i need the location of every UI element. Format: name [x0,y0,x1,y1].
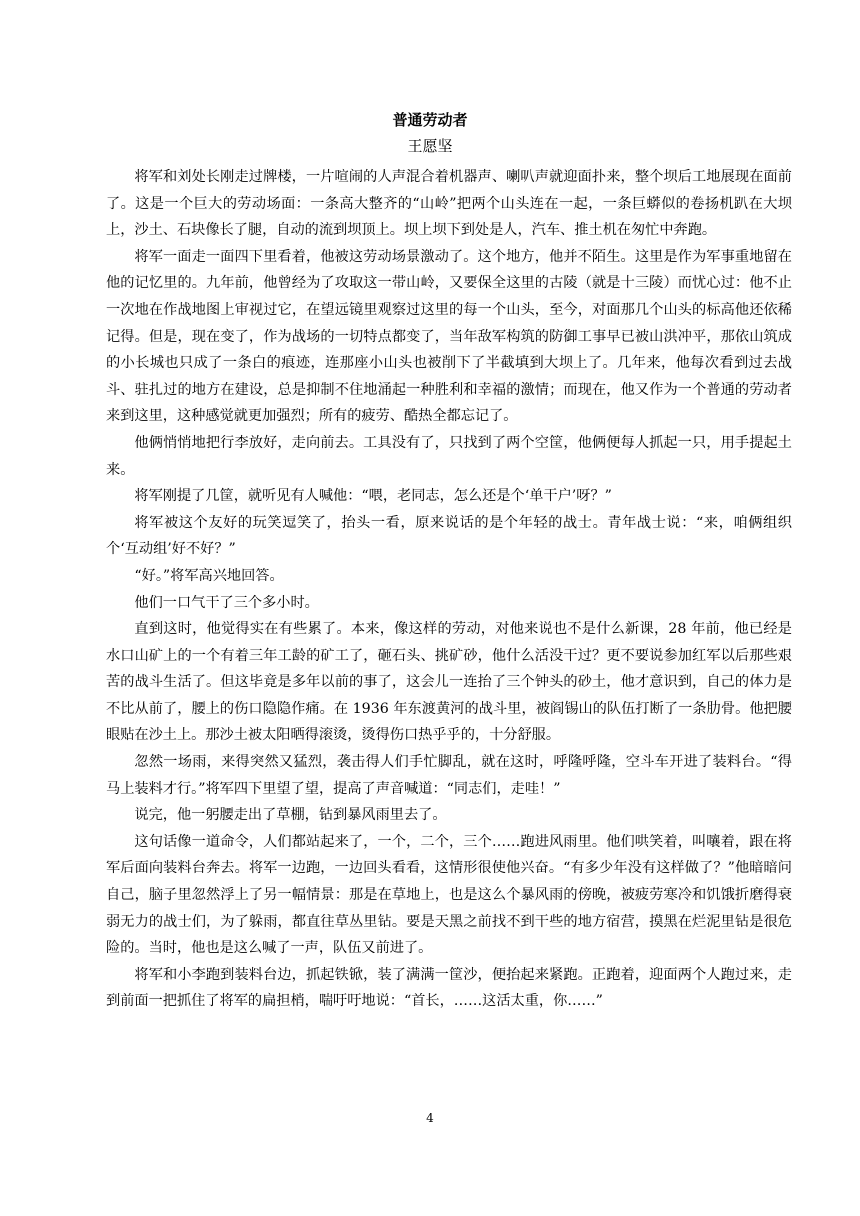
article-title: 普通劳动者 [392,111,468,129]
paragraph: 将军和刘处长刚走过牌楼，一片喧闹的人声混合着机器声、喇叭声就迎面扑来，整个坝后工地展现在面前了。这是一个巨大的劳动场面：一条高大整齐的“山岭”把两个山头连在一起，一条巨蟒似的卷扬机趴在大坝上，沙土、石块像长了腿，自动的流到坝顶上。坝上坝下到处是人，汽车、推土机在匆忙中奔跑。 [106,169,792,239]
paragraph: 忽然一场雨，来得突然又猛烈，袭击得人们手忙脚乱，就在这时，呼隆呼隆，空斗车开进了装料台。“得马上装料才行。”将军四下里望了望，提高了声音喊道：“同志们，走哇！” [106,754,792,797]
page-number: 4 [426,1111,434,1125]
paragraph: 将军一面走一面四下里看着，他被这劳动场景激动了。这个地方，他并不陌生。这里是作为军事重地留在他的记忆里的。九年前，他曾经为了攻取这一带山岭，又要保全这里的古陵（就是十三陵）而忧心过：他不止一次地在作战地图上审视过它，在望远镜里观察过这里的每一个山头，至今，对面那几个山头的标高他还依稀记得。但是，现在变了，作为战场的一切特点都变了，当年敌军构筑的防御工事早已被山洪冲平，那依山筑成的小长城也只成了一条白的痕迹，连那座小山头也被削下了半截填到大坝上了。几年来，他每次看到过去战斗、驻扎过的地方在建设，总是抑制不住地涌起一种胜利和幸福的激情；而现在，他又作为一个普通的劳动者来到这里，这种感觉就更加强烈；所有的疲劳、酷热全都忘记了。 [106,248,792,425]
paragraph: 这句话像一道命令，人们都站起来了，一个，二个，三个……跑进风雨里。他们哄笑着，叫嚷着，跟在将军后面向装料台奔去。将军一边跑，一边回头看看，这情形很使他兴奋。“有多少年没有这样做了？”他暗暗问自己，脑子里忽然浮上了另一幅情景：那是在草地上，也是这么个暴风雨的傍晚，被疲劳寒冷和饥饿折磨得衰弱无力的战士们，为了躲雨，都直往草丛里钻。要是天黑之前找不到干些的地方宿营，摸黑在烂泥里钻是很危险的。当时，他也是这么喊了一声，队伍又前进了。 [106,833,792,957]
paragraph: “好。”将军高兴地回答。 [134,567,284,584]
paragraph: 说完，他一躬腰走出了草棚，钻到暴风雨里去了。 [134,807,447,824]
article-author: 王愿坚 [407,137,453,155]
article-body [106,164,792,1015]
paragraph: 将军刚提了几筐，就听见有人喊他：“喂，老同志，怎么还是个‘单干户’呀？” [134,488,612,505]
paragraph: 直到这时，他觉得实在有些累了。本来，像这样的劳动，对他来说也不是什么新课，28 年前，他已经是水口山矿上的一个有着三年工龄的矿工了，砸石头、挑矿砂，他什么活没干过？更不要说参加红军以后那些艰苦的战斗生活了。但这毕竟是多年以前的事了，这会儿一连抬了三个钟头的砂土，他才意识到，自己的体力是不比从前了，腰上的伤口隐隐作痛。在 1936 年东渡黄河的战斗里，被阎锡山的队伍打断了一条肋骨。他把腰眼贴在沙土上。那沙土被太阳晒得滚烫，烫得伤口热乎乎的，十分舒服。 [106,621,792,744]
paragraph: 将军和小李跑到装料台边，抓起铁锨，装了满满一筐沙，便抬起来紧跑。正跑着，迎面两个人跑过来，走到前面一把抓住了将军的扁担梢，喘吁吁地说：“首长，……这活太重，你……” [106,966,792,1010]
paragraph: 他俩悄悄地把行李放好，走向前去。工具没有了，只找到了两个空筐，他俩便每人抓起一只，用手提起土来。 [106,434,792,478]
paragraph: 将军被这个友好的玩笑逗笑了，抬头一看，原来说话的是个年轻的战士。青年战士说：“来，咱俩组织个‘互动组’好不好？” [106,514,792,558]
paragraph: 他们一口气干了三个多小时。 [134,594,319,611]
